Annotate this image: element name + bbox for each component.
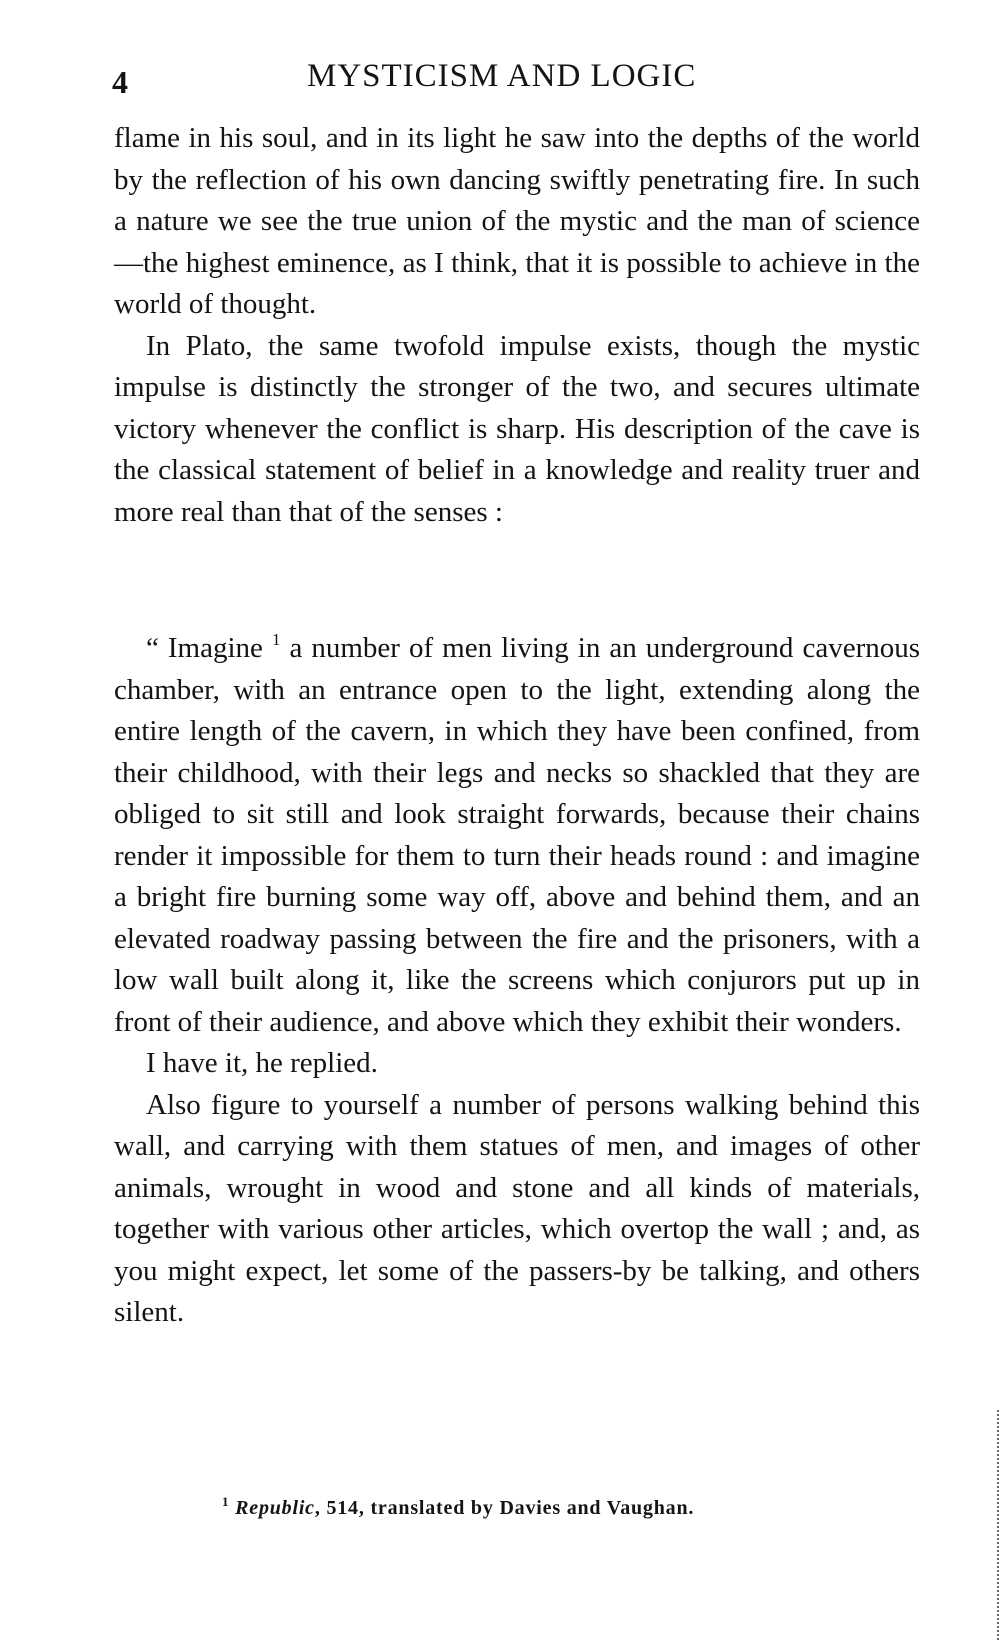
scan-margin-mark — [997, 1410, 999, 1640]
footnote-marker: 1 — [222, 1494, 230, 1509]
footnote-work-title: Republic — [235, 1497, 315, 1519]
footnote-text: , 514, translated by Davies and Vaughan. — [314, 1497, 695, 1519]
footnote-reference: 1 — [271, 630, 281, 649]
paragraph-plato: In Plato, the same twofold impulse exists, though the mystic impulse is distinctly the stronger of the two, and secures ultimate victory whenever the conflict is sharp. His description of the cave is the classical statement of belief in a knowledge and reality truer and more real than that of the senses : — [114, 329, 920, 528]
quote-paragraph — [114, 628, 920, 1043]
running-head: MYSTICISM AND LOGIC — [307, 58, 697, 94]
page-number: 4 — [112, 64, 128, 100]
body-text-upper — [114, 118, 920, 533]
paragraph-continuation: flame in his soul, and in its light he saw into the depths of the world by the reflection of his own dancing swiftly penetrating fire. In such a nature we see the true union of the mystic and the man of science—the highest eminence, as I think, that it is possible to achieve in the world of thought. — [114, 122, 920, 320]
page-header — [112, 58, 920, 108]
reply-paragraph: I have it, he replied. — [146, 1047, 378, 1079]
paragraph-persons: Also figure to yourself a number of persons walking behind this wall, and carrying with them statues of men, and images of other animals, wrought in wood and stone and all kinds of materials, together with various other articles, which overtop the wall ; and, as you might expect, let some of the passers-by be talking, and others silent. — [114, 1088, 920, 1328]
quote-text: a number of men living in an underground cavernous chamber, with an entrance open to the light, extending along the entire length of the cavern, in which they have been confined, from their childhood, with their legs and necks so shackled that they are obliged to sit still and look straight forwards, because their chains render it impossible for them to turn their heads round : and imagine a bright fire burning some way off, above and behind them, and an elevated roadway passing between the fire and the prisoners, with a low wall built along it, like the screens which conjurors put up in front of their audience, and above which they exhibit their wonders. — [114, 632, 921, 1038]
footnote — [222, 1494, 695, 1520]
body-text-quote — [114, 628, 920, 1334]
quote-opening: “ Imagine — [146, 632, 263, 664]
